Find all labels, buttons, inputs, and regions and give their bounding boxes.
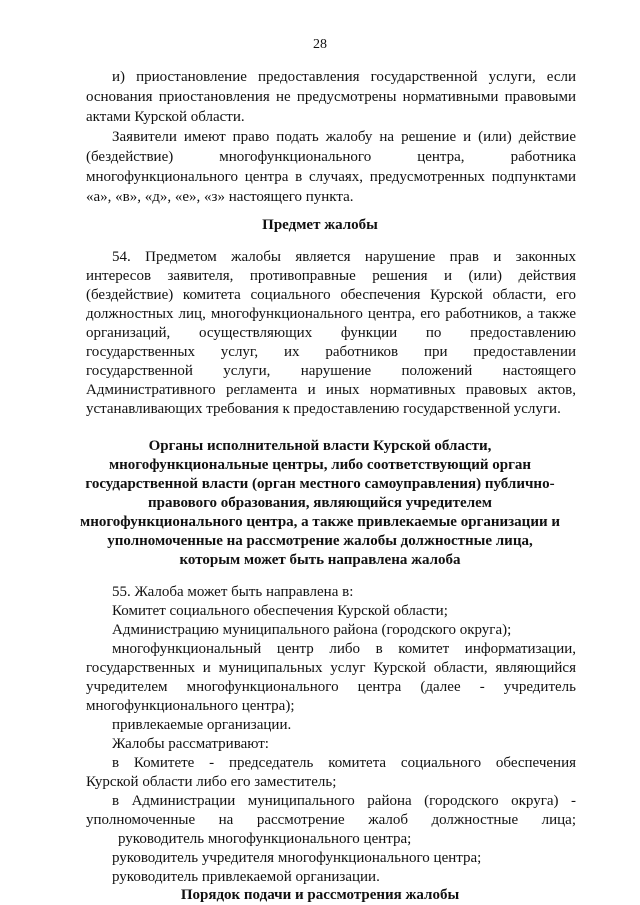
text-line: Жалобы рассматривают: <box>112 736 269 752</box>
text-line: многофункционального центра в случаях, предусмотренных подпунктами <box>86 169 576 185</box>
text-line: устанавливающих требования к предоставлению государственной услуги. <box>86 401 561 417</box>
text-line: «а», «в», «д», «е», «з» настоящего пункта. <box>86 189 354 205</box>
text-line: организаций, осуществляющих функции по предоставлению <box>86 325 576 341</box>
section-heading-line: уполномоченные на рассмотрение жалобы должностные лица, <box>107 533 533 549</box>
text-line: 55. Жалоба может быть направлена в: <box>112 584 354 600</box>
text-line: Курской области либо его заместитель; <box>86 774 337 790</box>
text-line: руководитель учредителя многофункционального центра; <box>112 850 482 866</box>
text-line: и) приостановление предоставления государственной услуги, если <box>112 69 576 85</box>
section-heading-line: многофункциональные центры, либо соответствующий орган <box>108 457 532 473</box>
text-line: многофункциональный центр либо в комитет информатизации, <box>112 641 576 657</box>
text-line: Комитет социального обеспечения Курской области; <box>112 603 448 619</box>
text-line: основания приостановления не предусмотрены нормативными правовыми <box>86 89 576 105</box>
text-line: в Комитете - председатель комитета социального обеспечения <box>112 755 576 771</box>
text-line: руководитель привлекаемой организации. <box>112 869 380 885</box>
text-line: Администрацию муниципального района (городского округа); <box>112 622 512 638</box>
text-line: государственной услуги, нарушение положений настоящего <box>86 363 576 379</box>
section-heading-line: государственной власти (орган местного самоуправления) публично- <box>85 476 555 492</box>
text-line: государственных и муниципальных услуг Курской области, являющийся <box>86 660 576 676</box>
page-number: 28 <box>313 37 327 52</box>
section-heading: Порядок подачи и рассмотрения жалобы <box>180 887 460 903</box>
section-heading-line: Органы исполнительной власти Курской области, <box>148 438 492 454</box>
text-line: актами Курской области. <box>86 109 245 125</box>
text-line: многофункционального центра); <box>86 698 295 714</box>
text-line: (бездействие) многофункционального центра, работника <box>86 149 576 165</box>
text-line: уполномоченные на рассмотрение жалоб должностные лица; <box>86 812 576 828</box>
text-line: должностных лиц, многофункционального центра, его работников, а также <box>86 306 576 322</box>
text-line: Административного регламента и иных нормативных правовых актов, <box>86 382 576 398</box>
text-line: государственных услуг, их работников при предоставлении <box>86 344 576 360</box>
text-line: интересов заявителя, противоправные решения и (или) действия <box>86 268 576 284</box>
text-line: руководитель многофункционального центра; <box>118 831 412 847</box>
text-line: (бездействие) комитета социального обеспечения Курской области, его <box>86 287 576 303</box>
section-heading-line: правового образования, являющийся учредителем <box>148 495 492 511</box>
section-heading-line: многофункционального центра, а также привлекаемые организации и <box>80 514 560 530</box>
text-line: 54. Предметом жалобы является нарушение прав и законных <box>112 249 576 265</box>
text-line: в Администрации муниципального района (городского округа) - <box>112 793 576 809</box>
text-line: привлекаемые организации. <box>112 717 292 733</box>
text-line: Заявители имеют право подать жалобу на решение и (или) действие <box>112 129 576 145</box>
section-heading-line: которым может быть направлена жалоба <box>179 552 461 568</box>
text-line: учредителем многофункционального центра (далее - учредитель <box>86 679 576 695</box>
section-heading: Предмет жалобы <box>262 217 378 233</box>
